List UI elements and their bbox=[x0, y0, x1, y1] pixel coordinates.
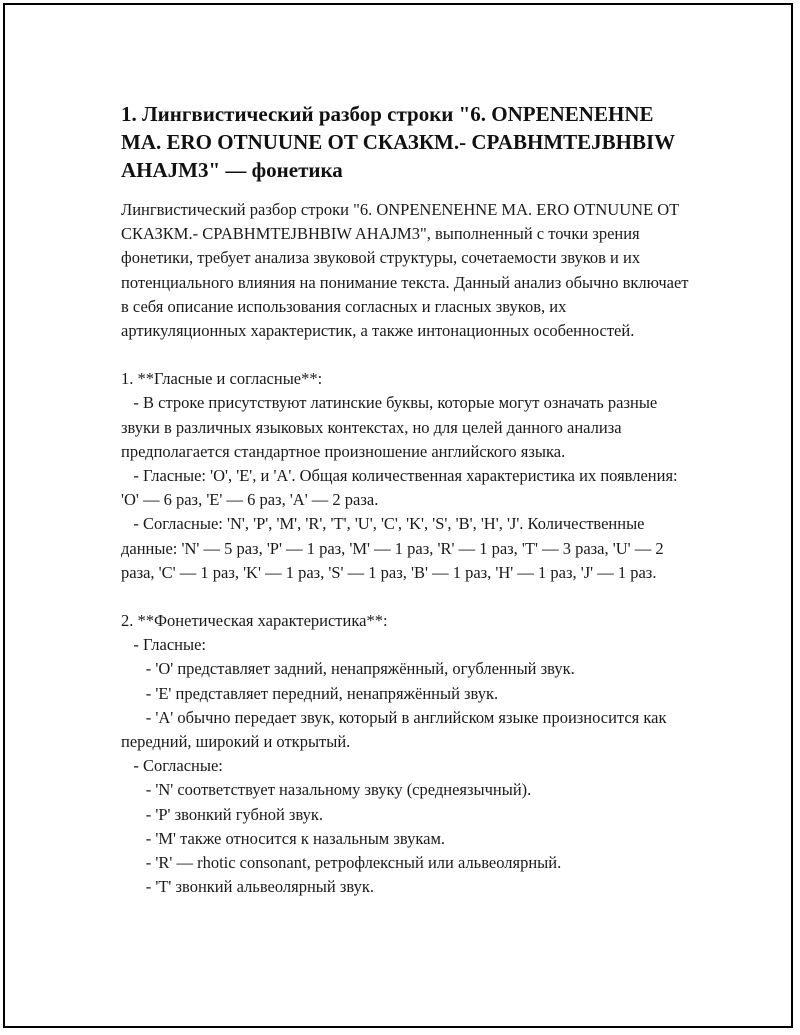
paragraph-gap bbox=[121, 585, 691, 609]
section-vowels-consonants bbox=[121, 367, 691, 585]
consonants-heading: - Согласные: bbox=[121, 756, 223, 776]
consonant-m-item: - 'M' также относится к назальным звукам. bbox=[121, 828, 446, 848]
document-body bbox=[121, 100, 691, 899]
section-1-item-3: - Согласные: 'N', 'P', 'M', 'R', 'T', 'U', 'C', 'K', 'S', 'B', 'H', 'J'. Количественные данные: 'N' — 5 раз, 'P' — 1 раз, 'M' — 1 раз, 'R' — 1 раз, 'T' — 3 раза, 'U' — 2 раза, 'C' — 1 раз, 'K' — 1 раз, 'S' — 1 раз, 'B' — 1 раз, 'H' — 1 раз, 'J' — 1 раз. bbox=[121, 514, 668, 582]
vowel-e-item: - 'E' представляет передний, ненапряжённый звук. bbox=[121, 683, 499, 703]
section-1-item-2: - Гласные: 'O', 'E', и 'A'. Общая количественная характеристика их появления: 'O' — 6 раз, 'E' — 6 раз, 'A' — 2 раза. bbox=[121, 466, 682, 510]
paragraph-gap bbox=[121, 343, 691, 367]
section-1-item-1: - В строке присутствуют латинские буквы, которые могут означать разные звуки в различных языковых контекстах, но для целей данного анализа предполагается стандартное произношение английского языка. bbox=[121, 393, 662, 461]
vowel-o-item: - 'O' представляет задний, ненапряжённый, огубленный звук. bbox=[121, 659, 575, 679]
consonant-r-item: - 'R' — rhotic consonant, ретрофлексный или альвеолярный. bbox=[121, 853, 562, 873]
section-phonetic-characteristics bbox=[121, 609, 691, 899]
section-1-heading: 1. **Гласные и согласные**: bbox=[121, 369, 323, 389]
document-title: 1. Лингвистический разбор строки "6. ONPENENEHNE MA. ERO OTNUUNE OT СКАЗКМ.- CPABHMTEJBHBIW AHAJM3" — фонетика bbox=[121, 102, 675, 182]
vowel-a-item: - 'A' обычно передает звук, который в английском языке произносится как передний, широкий и открытый. bbox=[121, 707, 671, 752]
consonant-p-item: - 'P' звонкий губной звук. bbox=[121, 804, 324, 824]
section-2-heading: 2. **Фонетическая характеристика**: bbox=[121, 611, 388, 631]
intro-paragraph: Лингвистический разбор строки "6. ONPENENEHNE MA. ERO OTNUUNE OT СКАЗКМ.- CPABHMTEJBHBIW AHAJM3", выполненный с точки зрения фонетики, требует анализа звуковой структуры, сочетаемости звуков и их потенциального влияния на понимание текста. Данный анализ обычно включает в себя описание использования согласных и гласных звуков, их артикуляционных характеристик, а также интонационных особенностей. bbox=[121, 200, 689, 341]
consonant-n-item: - 'N' соответствует назальному звуку (среднеязычный). bbox=[121, 780, 532, 800]
page-frame bbox=[3, 3, 793, 1028]
vowels-heading: - Гласные: bbox=[121, 635, 206, 655]
consonant-t-item: - 'T' звонкий альвеолярный звук. bbox=[121, 877, 374, 897]
